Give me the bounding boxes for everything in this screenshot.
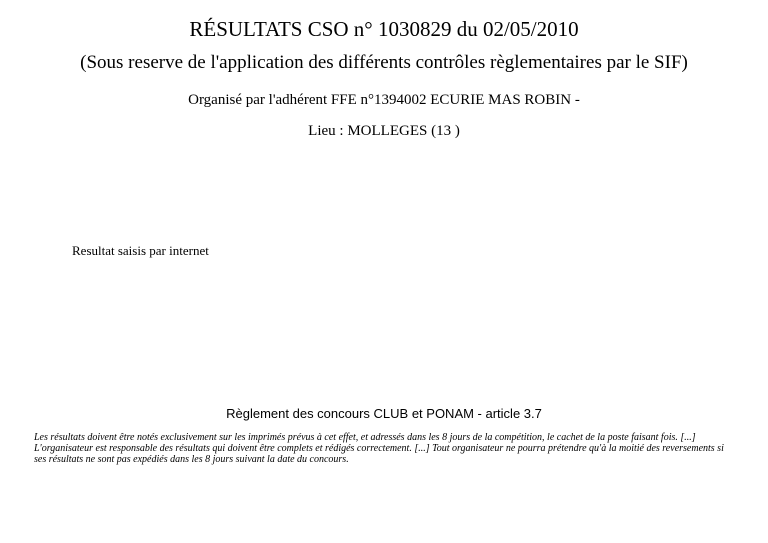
rules-text: Les résultats doivent être notés exclusivement sur les imprimés prévus à cet effet, et adressés dans les 8 jours de la compétition, le cachet de la poste faisant fois. [...] L'organisateur est responsable des résultats qui doivent être complets et rédigés correctement. [...] Tout organisateur ne pourra prétendre qu'à la moitié des reversements si ses résultats ne sont pas expédiés dans les 8 jours suivant la date du concours. bbox=[34, 432, 724, 465]
rules-heading: Règlement des concours CLUB et PONAM - article 3.7 bbox=[226, 406, 542, 421]
page-title: RÉSULTATS CSO n° 1030829 du 02/05/2010 bbox=[189, 17, 579, 41]
location-line: Lieu : MOLLEGES (13 ) bbox=[308, 123, 460, 139]
organizer-line: Organisé par l'adhérent FFE n°1394002 ECURIE MAS ROBIN - bbox=[188, 92, 580, 108]
page-subtitle: (Sous reserve de l'application des différents contrôles règlementaires par le SIF) bbox=[80, 52, 688, 73]
entry-method-note: Resultat saisis par internet bbox=[72, 243, 209, 258]
